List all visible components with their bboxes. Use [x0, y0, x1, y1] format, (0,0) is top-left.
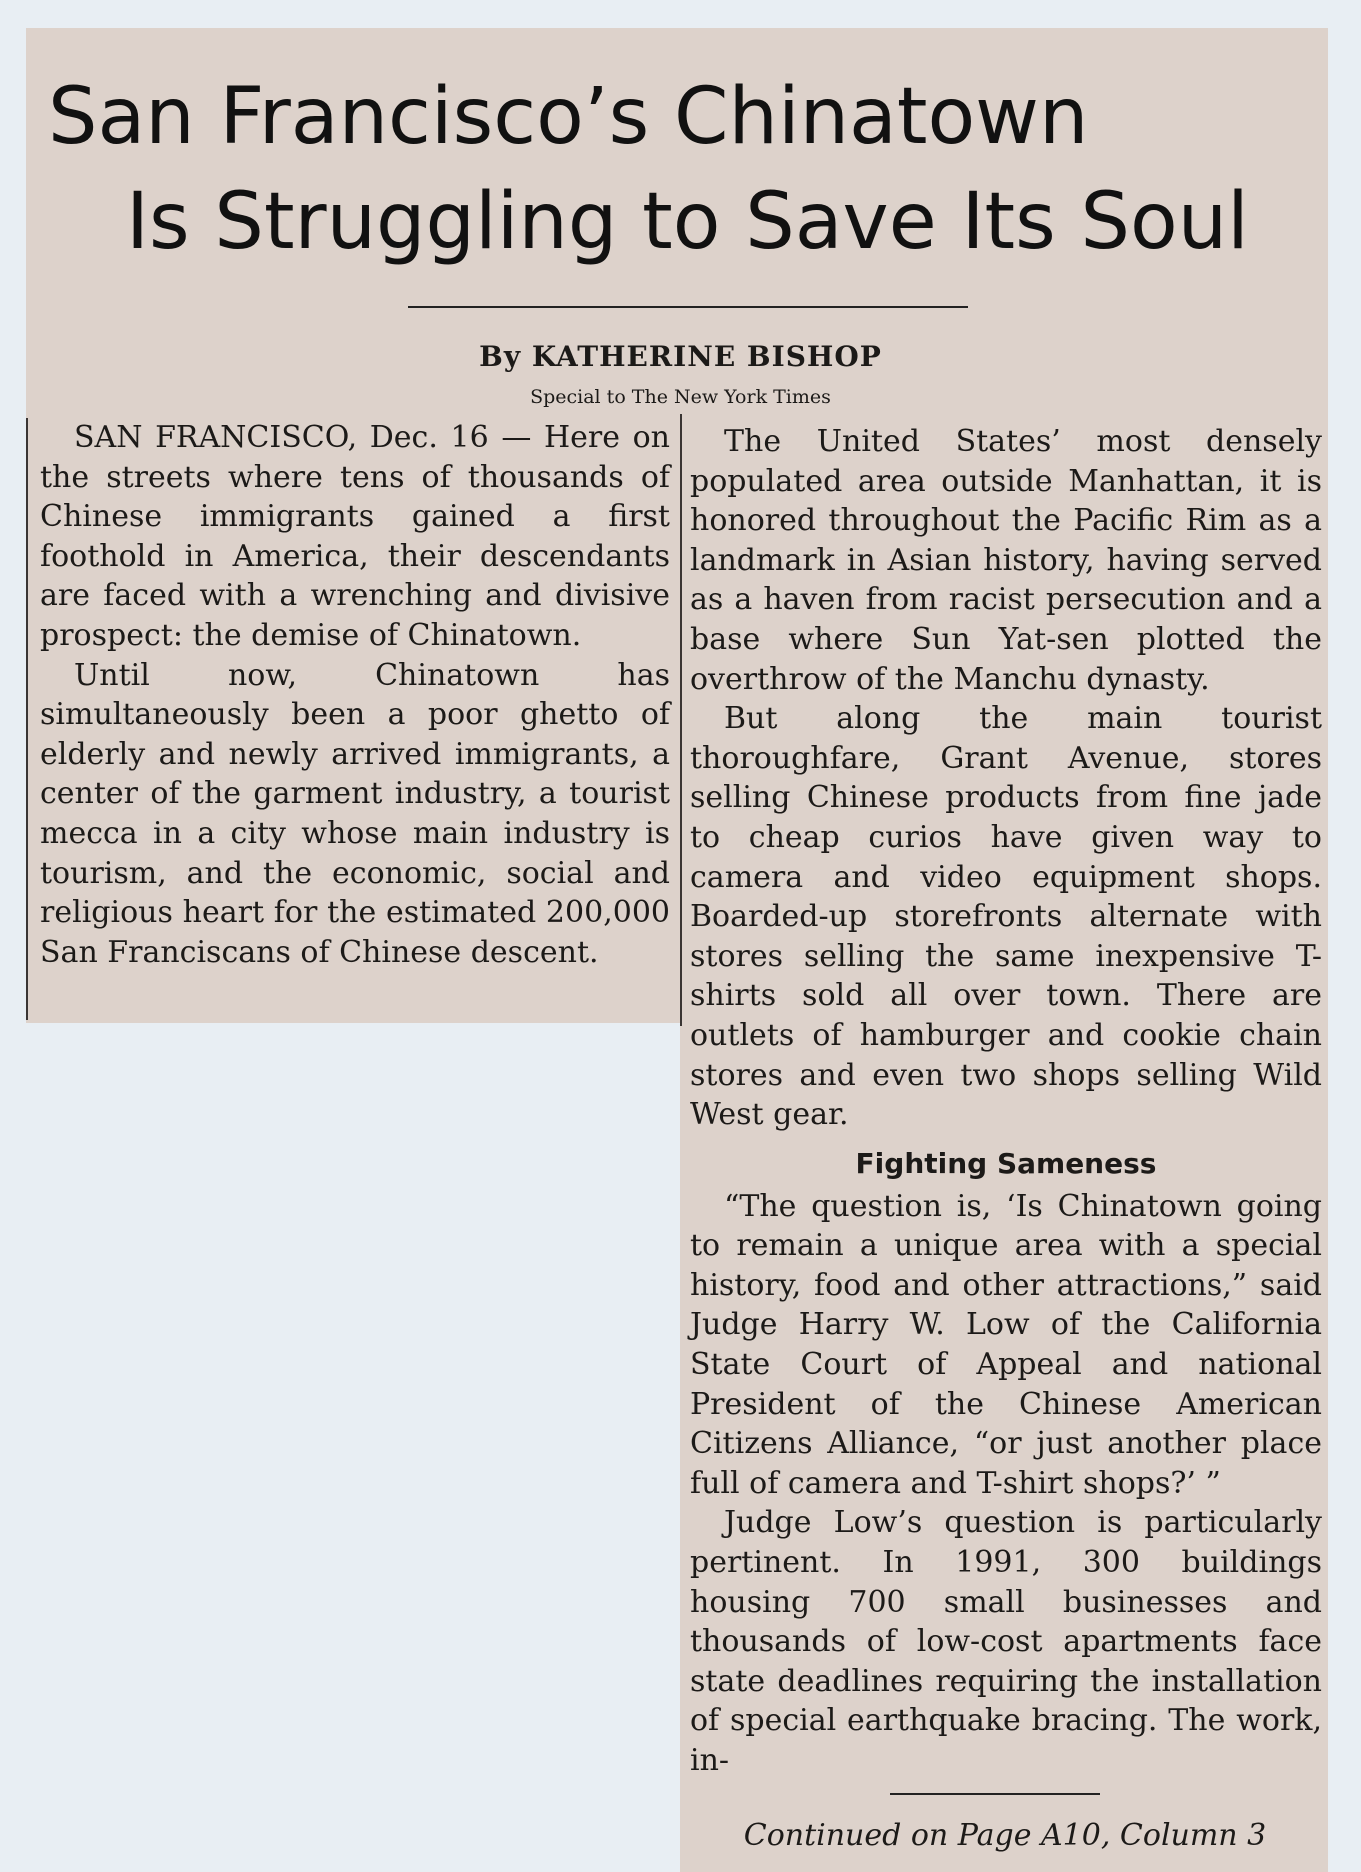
- subheading: Fighting Sameness: [855, 1146, 1157, 1180]
- byline: By KATHERINE BISHOP: [479, 340, 882, 373]
- column-2: [690, 422, 1322, 1781]
- left-border-rule: [26, 418, 28, 1020]
- special-credit: Special to The New York Times: [530, 386, 831, 408]
- headline-line-1: San Francisco’s Chinatown: [48, 72, 1089, 162]
- paragraph: Judge Low’s question is particularly pertinent. In 1991, 300 buildings housing 700 small businesses and thousands of low-cost apartments face state deadlines requiring the installation of special earthquake bracing. The work, in-: [690, 1505, 1322, 1778]
- paragraph: Until now, Chinatown has simultaneously been a poor ghetto of elderly and newly arrived immigrants, a center of the garment industry, a tourist mecca in a city whose main industry is tourism, and the economic, social and religious heart for the estimated 200,000 San Franciscans of Chinese descent.: [40, 657, 670, 970]
- column-divider: [680, 414, 682, 1026]
- continued-note: Continued on Page A10, Column 3: [743, 1818, 1267, 1853]
- headline-line-2: Is Struggling to Save Its Soul: [126, 177, 1249, 267]
- paragraph: The United States’ most densely populated area outside Manhattan, it is honored throughout the Pacific Rim as a landmark in Asian history, having served as a haven from racist persecution and a base where Sun Yat-sen plotted the overthrow of the Manchu dynasty.: [690, 424, 1322, 697]
- headline-rule: [408, 306, 968, 308]
- paragraph: “The question is, ‘Is Chinatown going to remain a unique area with a special history, food and other attractions,” said Judge Harry W. Low of the California State Court of Appeal and national President of the Chinese American Citizens Alliance, “or just another place full of camera and T-shirt shops?’ ”: [690, 1188, 1322, 1501]
- paragraph: But along the main tourist thoroughfare, Grant Avenue, stores selling Chinese products from fine jade to cheap curios have given way to camera and video equipment shops. Boarded-up storefronts alternate with stores selling the same inexpensive T-shirts sold all over town. There are outlets of hamburger and cookie chain stores and even two shops selling Wild West gear.: [690, 701, 1322, 1133]
- column-1: [40, 418, 670, 972]
- headline: [48, 62, 1338, 272]
- continuation-rule: [890, 1793, 1100, 1795]
- paragraph: SAN FRANCISCO, Dec. 16 — Here on the streets where tens of thousands of Chinese immigrants gained a first foothold in America, their descendants are faced with a wrenching and divisive prospect: the demise of Chinatown.: [40, 420, 670, 653]
